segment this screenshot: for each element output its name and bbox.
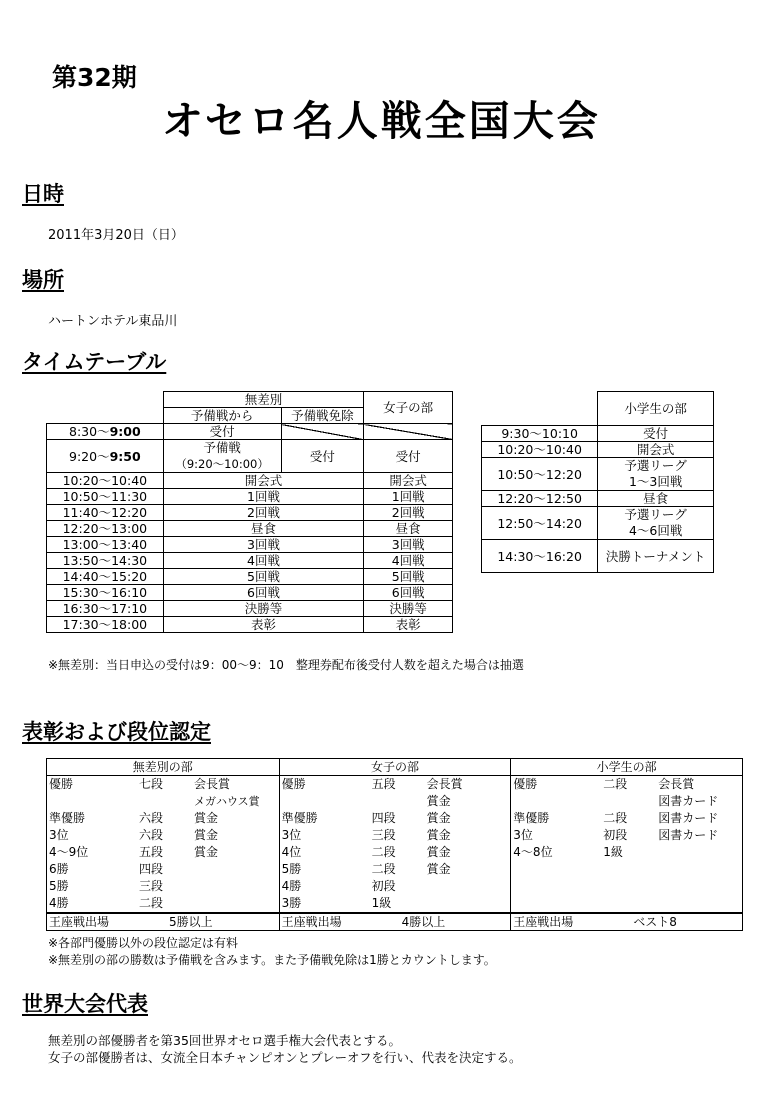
table-row <box>482 540 714 573</box>
group-header: 小学生の部 <box>511 759 743 776</box>
award-row <box>511 878 742 895</box>
venue-heading: 場所 <box>22 268 64 292</box>
event-cell: 予備戦 <box>203 440 241 455</box>
time-cell: 15:30〜16:10 <box>47 585 164 601</box>
event-cell: 4回戦 <box>163 553 364 569</box>
event-cell: 1回戦 <box>364 489 453 505</box>
table-row <box>47 569 453 585</box>
event-cell: 昼食 <box>364 521 453 537</box>
award-row: 準優勝 六段 賞金 <box>49 811 219 825</box>
time-cell: 10:20〜10:40 <box>482 442 598 458</box>
award-row: 賞金 <box>426 794 451 808</box>
elementary-timetable <box>481 391 714 573</box>
time-cell: 16:30〜17:10 <box>47 601 164 617</box>
time-cell: 13:00〜13:40 <box>47 537 164 553</box>
col-open-exempt: 予備戦免除 <box>281 408 364 424</box>
award-row <box>511 861 742 878</box>
event-cell: 4回戦 <box>364 553 453 569</box>
event-cell: 3回戦 <box>364 537 453 553</box>
date-value: 2011年3月20日（日） <box>48 228 184 243</box>
event-cell: 受付 <box>163 424 281 440</box>
award-row: 5勝 三段 <box>49 879 164 893</box>
award-row: 5勝 二段 賞金 <box>281 862 451 876</box>
event-cell: 2回戦 <box>364 505 453 521</box>
event-cell: 昼食 <box>163 521 364 537</box>
period-label: 第32期 <box>52 63 137 92</box>
col-open: 無差別 <box>163 392 364 408</box>
award-row: 3位 三段 賞金 <box>281 828 451 842</box>
event-cell: 決勝トーナメント <box>598 540 714 573</box>
award-row: 3勝 1級 <box>281 896 392 910</box>
table-row <box>47 521 453 537</box>
event-cell: 5回戦 <box>163 569 364 585</box>
award-row: 優勝 七段 会長賞 <box>49 777 231 791</box>
award-row: メガハウス賞 <box>194 795 260 808</box>
group-header: 女子の部 <box>279 759 511 776</box>
group-body-women <box>279 776 511 914</box>
award-row: 4位 二段 賞金 <box>281 845 451 859</box>
award-row: 図書カード <box>658 794 719 808</box>
award-row: 優勝 二段 会長賞 <box>513 777 695 791</box>
event-cell: 開会式 <box>364 473 453 489</box>
group-footer: 王座戦出場 ベスト8 <box>511 913 743 931</box>
main-timetable <box>46 391 453 633</box>
group-footer: 王座戦出場 5勝以上 <box>47 913 280 931</box>
table-row <box>47 617 453 633</box>
table-row <box>47 505 453 521</box>
table-row <box>47 537 453 553</box>
award-row: 3位 初段 図書カード <box>513 828 719 842</box>
award-row: 4〜9位 五段 賞金 <box>49 845 219 859</box>
event-cell: 2回戦 <box>163 505 364 521</box>
time-cell-end: 9:00 <box>109 424 141 439</box>
venue-value: ハートンホテル東品川 <box>48 314 178 329</box>
page-title: オセロ名人戦全国大会 <box>162 97 601 145</box>
table-row <box>482 491 714 507</box>
event-subcell: 4〜6回戦 <box>628 523 683 538</box>
award-row: 4勝 初段 <box>281 879 396 893</box>
event-cell: 5回戦 <box>364 569 453 585</box>
group-footer: 王座戦出場 4勝以上 <box>279 913 511 931</box>
empty-cell <box>281 424 364 440</box>
event-subcell: （9:20〜10:00） <box>175 457 269 471</box>
event-cell: 予選リーグ <box>624 507 687 522</box>
event-cell: 3回戦 <box>163 537 364 553</box>
group-body-elementary <box>511 776 743 914</box>
time-cell: 14:40〜15:20 <box>47 569 164 585</box>
col-open-prelim: 予備戦から <box>163 408 281 424</box>
awards-heading: 表彰および段位認定 <box>22 720 211 744</box>
event-cell: 6回戦 <box>163 585 364 601</box>
time-cell: 14:30〜16:20 <box>482 540 598 573</box>
event-cell: 表彰 <box>163 617 364 633</box>
award-row: 優勝 五段 会長賞 <box>281 777 463 791</box>
timetable-note: ※無差別：当日申込の受付は9：00〜9：10 整理券配布後受付人数を超えた場合は抽選 <box>48 658 524 672</box>
table-row <box>47 585 453 601</box>
event-cell: 受付 <box>281 440 364 473</box>
table-row <box>47 473 453 489</box>
event-cell: 昼食 <box>598 491 714 507</box>
time-cell: 12:20〜12:50 <box>482 491 598 507</box>
event-cell: 表彰 <box>364 617 453 633</box>
time-cell: 10:50〜11:30 <box>47 489 164 505</box>
group-body-open <box>47 776 280 914</box>
time-cell: 10:20〜10:40 <box>47 473 164 489</box>
award-row: 準優勝 四段 賞金 <box>281 811 451 825</box>
time-cell: 13:50〜14:30 <box>47 553 164 569</box>
table-row <box>47 440 453 473</box>
event-cell: 受付 <box>598 426 714 442</box>
world-line: 無差別の部優勝者を第35回世界オセロ選手権大会代表とする。 <box>48 1033 402 1048</box>
time-cell: 9:20〜 <box>69 448 110 464</box>
table-row <box>482 426 714 442</box>
event-cell: 開会式 <box>163 473 364 489</box>
award-row: 6勝 四段 <box>49 862 164 876</box>
award-row <box>511 895 742 912</box>
col-women: 女子の部 <box>364 392 453 424</box>
award-row: 3位 六段 賞金 <box>49 828 219 842</box>
awards-table <box>46 758 743 931</box>
event-cell: 開会式 <box>598 442 714 458</box>
table-row <box>47 489 453 505</box>
event-cell: 予選リーグ <box>624 458 687 473</box>
event-cell: 決勝等 <box>163 601 364 617</box>
table-row <box>482 458 714 491</box>
group-header: 無差別の部 <box>47 759 280 776</box>
event-subcell: 1〜3回戦 <box>628 474 683 489</box>
date-heading: 日時 <box>22 182 64 206</box>
table-row <box>47 553 453 569</box>
award-row: 準優勝 二段 図書カード <box>513 811 719 825</box>
time-cell: 10:50〜12:20 <box>482 458 598 491</box>
event-cell: 受付 <box>364 440 453 473</box>
col-elementary: 小学生の部 <box>598 392 714 426</box>
time-cell: 11:40〜12:20 <box>47 505 164 521</box>
awards-note: ※各部門優勝以外の段位認定は有料 <box>48 936 239 950</box>
time-cell-end: 9:50 <box>109 448 141 464</box>
table-row <box>47 424 453 440</box>
time-cell: 12:20〜13:00 <box>47 521 164 537</box>
table-row <box>482 507 714 540</box>
event-cell: 決勝等 <box>364 601 453 617</box>
awards-note: ※無差別の部の勝数は予備戦を含みます。また予備戦免除は1勝とカウントします。 <box>48 953 496 967</box>
time-cell: 17:30〜18:00 <box>47 617 164 633</box>
timetable-heading: タイムテーブル <box>22 350 167 374</box>
event-cell: 6回戦 <box>364 585 453 601</box>
table-row <box>47 601 453 617</box>
world-heading: 世界大会代表 <box>22 992 148 1016</box>
time-cell: 12:50〜14:20 <box>482 507 598 540</box>
time-cell: 8:30〜 <box>69 424 110 439</box>
world-line: 女子の部優勝者は、女流全日本チャンピオンとプレーオフを行い、代表を決定する。 <box>48 1050 522 1065</box>
award-row: 4〜8位 1級 <box>513 845 623 859</box>
award-row: 4勝 二段 <box>49 896 164 910</box>
empty-cell <box>364 424 453 440</box>
table-row <box>482 442 714 458</box>
event-cell: 1回戦 <box>163 489 364 505</box>
time-cell: 9:30〜10:10 <box>482 426 598 442</box>
